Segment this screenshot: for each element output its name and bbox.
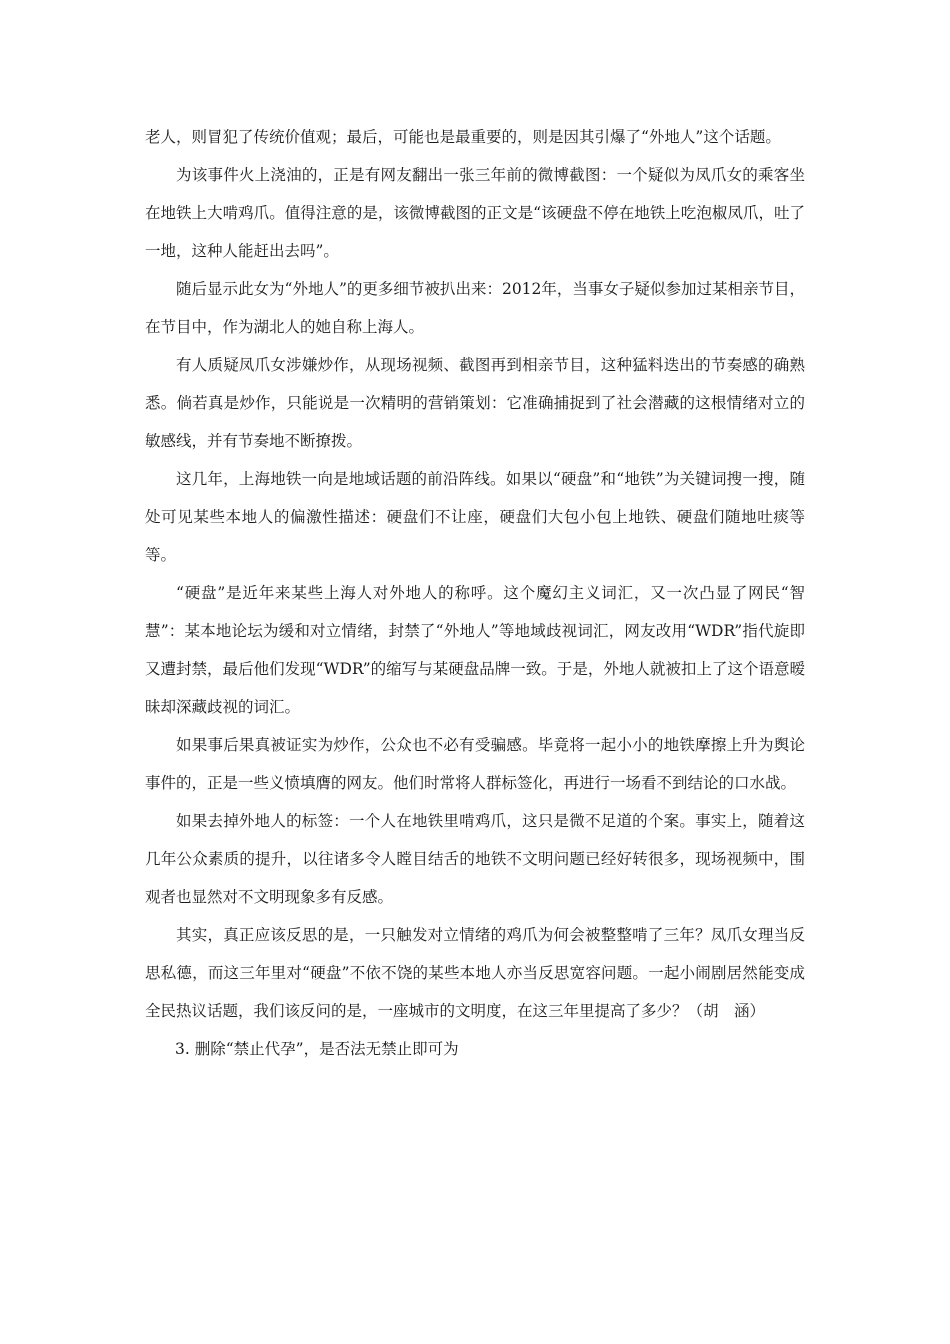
article-body (145, 118, 805, 1068)
paragraph: 为该事件火上浇油的，正是有网友翻出一张三年前的微博截图：一个疑似为凤爪女的乘客坐在地铁上大啃鸡爪。值得注意的是，该微博截图的正文是“该硬盘不停在地铁上吃泡椒凤爪，吐了一地，这种人能赶出去吗”。 (145, 166, 805, 260)
paragraph: 随后显示此女为“外地人”的更多细节被扒出来：2012年，当事女子疑似参加过某相亲节目，在节目中，作为湖北人的她自称上海人。 (145, 280, 805, 336)
paragraph: 如果事后果真被证实为炒作，公众也不必有受骗感。毕竟将一起小小的地铁摩擦上升为舆论事件的，正是一些义愤填膺的网友。他们时常将人群标签化，再进行一场看不到结论的口水战。 (145, 736, 805, 792)
paragraph: 其实，真正应该反思的是，一只触发对立情绪的鸡爪为何会被整整啃了三年？凤爪女理当反思私德，而这三年里对“硬盘”不依不饶的某些本地人亦当反思宽容问题。一起小闹剧居然能变成全民热议话题，我们该反问的是，一座城市的文明度，在这三年里提高了多少？（胡 涵） (145, 926, 805, 1020)
paragraph: “硬盘”是近年来某些上海人对外地人的称呼。这个魔幻主义词汇，又一次凸显了网民“智慧”：某本地论坛为缓和对立情绪，封禁了“外地人”等地域歧视词汇，网友改用“WDR”指代旋即又遭封禁，最后他们发现“WDR”的缩写与某硬盘品牌一致。于是，外地人就被扣上了这个语意暧昧却深藏歧视的词汇。 (145, 584, 805, 716)
paragraph: 有人质疑凤爪女涉嫌炒作，从现场视频、截图再到相亲节目，这种猛料迭出的节奏感的确熟悉。倘若真是炒作，只能说是一次精明的营销策划：它准确捕捉到了社会潜藏的这根情绪对立的敏感线，并有节奏地不断撩拨。 (145, 356, 805, 450)
section-heading: 3. 删除“禁止代孕”，是否法无禁止即可为 (175, 1040, 459, 1058)
paragraph: 这几年，上海地铁一向是地域话题的前沿阵线。如果以“硬盘”和“地铁”为关键词搜一搜，随处可见某些本地人的偏激性描述：硬盘们不让座，硬盘们大包小包上地铁、硬盘们随地吐痰等等。 (145, 470, 805, 564)
paragraph-continuation: 老人，则冒犯了传统价值观；最后，可能也是最重要的，则是因其引爆了“外地人”这个话题。 (145, 128, 781, 146)
paragraph: 如果去掉外地人的标签：一个人在地铁里啃鸡爪，这只是微不足道的个案。事实上，随着这几年公众素质的提升，以往诸多令人瞠目结舌的地铁不文明问题已经好转很多，现场视频中，围观者也显然对不文明现象多有反感。 (145, 812, 805, 906)
